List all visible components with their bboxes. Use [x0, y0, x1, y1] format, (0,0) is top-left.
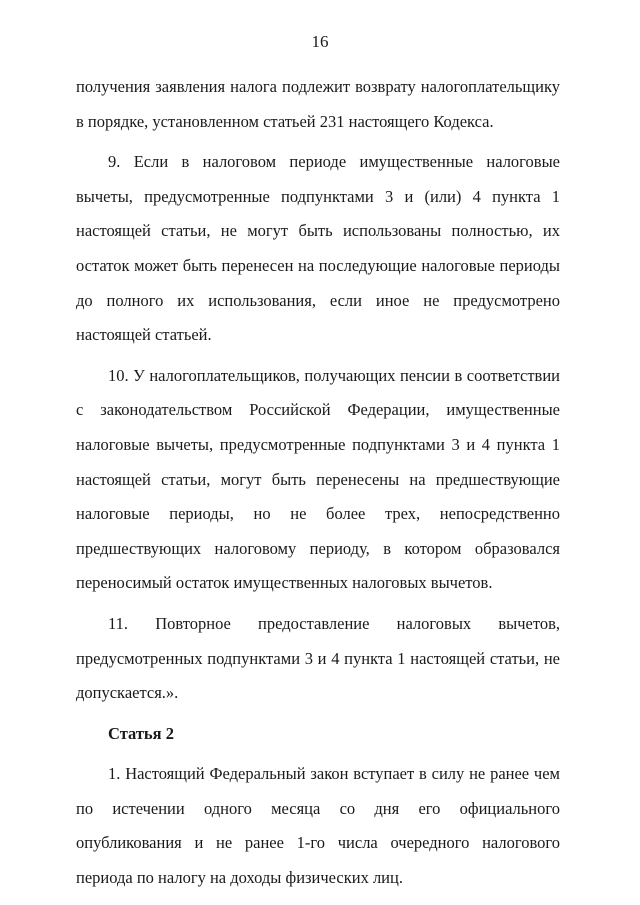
paragraph-item-10: 10. У налогоплательщиков, получающих пенсии в соответствии с законодательством Российской Федерации, имущественные налоговые вычеты, предусмотренные подпунктами 3 и 4 пункта 1 настоящей статьи, могут быть перенесены на предшествующие налоговые периоды, но не более трех, непосредственно предшествующих налоговому периоду, в котором образовался переносимый остаток имущественных налоговых вычетов.	[76, 365, 560, 593]
article-paragraph-1: 1. Настоящий Федеральный закон вступает в силу не ранее чем по истечении одного месяца со дня его официального опубликования и не ранее 1-го числа очередного налогового периода по налогу на доходы физических лиц.	[76, 764, 560, 888]
article-heading: Статья 2	[108, 723, 174, 743]
paragraph-item-9: 9. Если в налоговом периоде имущественные налоговые вычеты, предусмотренные подпунктами 3 и (или) 4 пункта 1 настоящей статьи, не могут быть использованы полностью, их остаток может быть перенесен на последующие налоговые периоды до полного их использования, если иное не предусмотрено настоящей статьей.	[76, 152, 560, 345]
paragraph-continuation: получения заявления налога подлежит возврату налогоплательщику в порядке, установленном статьей 231 настоящего Кодекса.	[76, 77, 560, 131]
paragraph-item-11: 11. Повторное предоставление налоговых вычетов, предусмотренных подпунктами 3 и 4 пункта 1 настоящей статьи, не допускается.».	[76, 613, 560, 703]
page-number: 16	[311, 32, 329, 51]
document-body	[76, 70, 560, 902]
